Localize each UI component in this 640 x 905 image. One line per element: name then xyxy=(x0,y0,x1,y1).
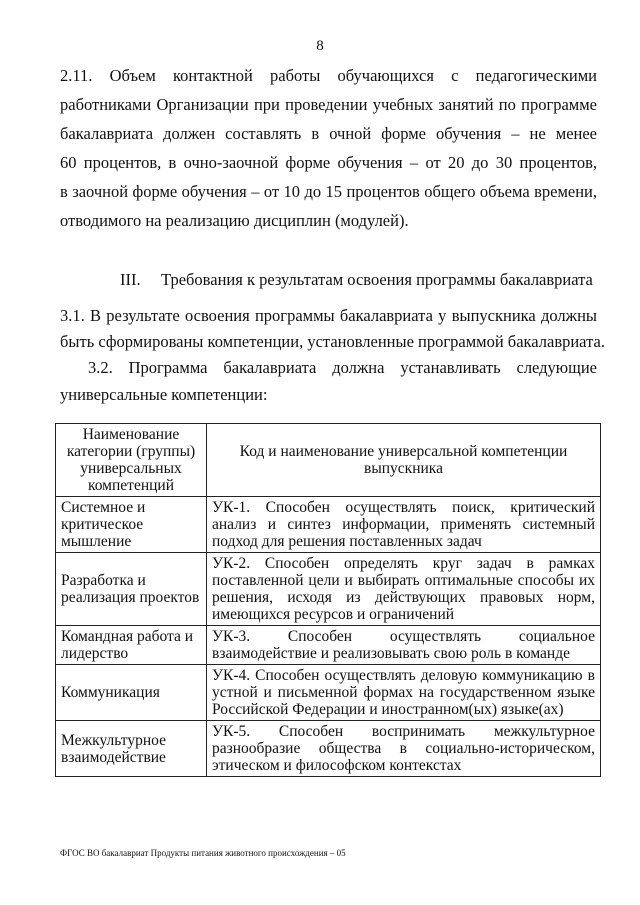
row-category: Системное и критическое мышление xyxy=(56,497,207,553)
table-row xyxy=(56,665,601,721)
row-competence: УК-2. Способен определять круг задач в рамках поставленной цели и выбирать оптимальные способы их решения, исходя из действующих правовых норм, имеющихся ресурсов и ограничений xyxy=(207,553,601,626)
paragraph-3-2-line: универсальные компетенции: xyxy=(60,385,268,404)
paragraph-2-11-line: работниками Организации при проведении учебных занятий по программе xyxy=(60,95,597,114)
row-competence: УК-3. Способен осуществлять социальное взаимодействие и реализовывать свою роль в команде xyxy=(207,626,601,665)
section-number: III. xyxy=(120,270,141,289)
paragraph-3-2-line: 3.2. Программа бакалавриата должна устанавливать следующие xyxy=(88,358,597,377)
header-code: Код и наименование универсальной компетенции выпускника xyxy=(207,424,601,497)
table-header-row xyxy=(56,424,601,497)
page-footer: ФГОС ВО бакалавриат Продукты питания животного происхождения – 05 xyxy=(60,848,346,858)
paragraph-2-11-line: 60 процентов, в очно-заочной форме обучения – от 20 до 30 процентов, xyxy=(60,153,597,172)
competences-table xyxy=(55,423,601,777)
table-row xyxy=(56,721,601,777)
paragraph-2-11-line: в заочной форме обучения – от 10 до 15 процентов общего объема времени, xyxy=(60,182,597,201)
table-row xyxy=(56,626,601,665)
section-title: Требования к результатам освоения программы бакалавриата xyxy=(161,270,593,289)
paragraph-2-11-line: отводимого на реализацию дисциплин (модулей). xyxy=(60,211,409,230)
paragraph-3-1-line: быть сформированы компетенции, установленные программой бакалавриата. xyxy=(60,332,605,351)
paragraph-2-11-line: бакалавриата должен составлять в очной форме обучения – не менее xyxy=(60,124,597,143)
table-row xyxy=(56,553,601,626)
row-category: Командная работа и лидерство xyxy=(56,626,207,665)
paragraph-2-11-line: 2.11. Объем контактной работы обучающихся с педагогическими xyxy=(60,66,597,85)
row-category: Разработка и реализация проектов xyxy=(56,553,207,626)
header-category: Наименование категории (группы) универсальных компетенций xyxy=(56,424,207,497)
table-row xyxy=(56,497,601,553)
row-competence: УК-4. Способен осуществлять деловую коммуникацию в устной и письменной формах на государственном языке Российской Федерации и иностранном(ых) языке(ах) xyxy=(207,665,601,721)
row-category: Коммуникация xyxy=(56,665,207,721)
row-competence: УК-1. Способен осуществлять поиск, критический анализ и синтез информации, применять системный подход для решения поставленных задач xyxy=(207,497,601,553)
row-competence: УК-5. Способен воспринимать межкультурное разнообразие общества в социально-историческом, этическом и философском контекстах xyxy=(207,721,601,777)
row-category: Межкультурное взаимодействие xyxy=(56,721,207,777)
page-number: 8 xyxy=(316,38,324,54)
paragraph-3-1-line: 3.1. В результате освоения программы бакалавриата у выпускника должны xyxy=(60,306,597,325)
